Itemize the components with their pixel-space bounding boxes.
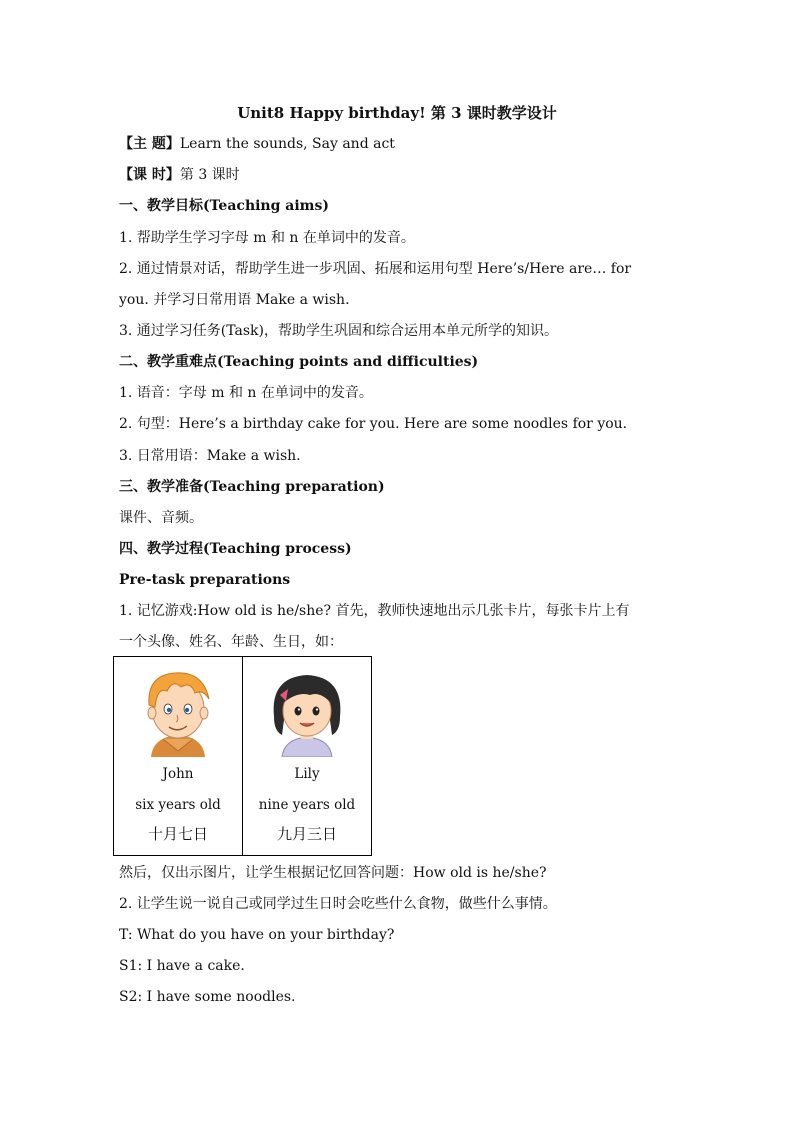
topic-label: 【主 题】 xyxy=(119,136,180,152)
aims-item-2-cont: you. 并学习日常用语 Make a wish. xyxy=(119,292,350,308)
card-age: six years old xyxy=(135,797,221,813)
card-name: Lily xyxy=(294,766,320,782)
card-birthday: 九月三日 xyxy=(276,825,337,843)
period-line xyxy=(119,165,240,185)
aims-heading: 一、教学目标(Teaching aims) xyxy=(119,198,329,214)
period-value: 第 3 课时 xyxy=(179,167,240,183)
points-item-1: 1. 语音：字母 m 和 n 在单词中的发音。 xyxy=(119,385,373,401)
process-heading: 四、教学过程(Teaching process) xyxy=(119,541,352,557)
points-heading: 二、教学重难点(Teaching points and difficulties) xyxy=(119,354,479,370)
dialogue-line-1: T: What do you have on your birthday? xyxy=(119,927,395,943)
page-title: Unit8 Happy birthday! 第 3 课时教学设计 xyxy=(237,104,557,122)
points-item-2: 2. 句型：Here’s a birthday cake for you. Here are some noodles for you. xyxy=(119,416,628,432)
card-john xyxy=(114,657,243,856)
process-item-2: 2. 让学生说一说自己或同学过生日时会吃些什么食物，做些什么事情。 xyxy=(119,896,557,912)
points-item-3: 3. 日常用语：Make a wish. xyxy=(119,448,301,464)
process-item-1-cont: 一个头像、姓名、年龄、生日，如： xyxy=(119,634,343,650)
card-name: John xyxy=(162,766,194,782)
preparation-text: 课件、音频。 xyxy=(119,510,203,526)
topic-value: Learn the sounds, Say and act xyxy=(179,136,395,152)
dialogue-line-3: S2: I have some noodles. xyxy=(119,989,296,1005)
student-cards-table xyxy=(113,656,372,856)
preparation-heading: 三、教学准备(Teaching preparation) xyxy=(119,479,385,495)
topic-line xyxy=(119,134,395,154)
process-item-1: 1. 记忆游戏:How old is he/she? 首先，教师快速地出示几张卡片，每张卡片上有 xyxy=(119,603,630,619)
after-cards-text: 然后，仅出示图片，让学生根据记忆回答问题：How old is he/she? xyxy=(119,865,547,881)
process-subheading: Pre-task preparations xyxy=(119,572,291,588)
aims-item-3: 3. 通过学习任务(Task)，帮助学生巩固和综合运用本单元所学的知识。 xyxy=(119,323,558,339)
card-birthday: 十月七日 xyxy=(147,825,208,843)
aims-item-1: 1. 帮助学生学习字母 m 和 n 在单词中的发音。 xyxy=(119,230,415,246)
aims-item-2: 2. 通过情景对话，帮助学生进一步巩固、拓展和运用句型 Here’s/Here are… for xyxy=(119,261,632,277)
period-label: 【课 时】 xyxy=(119,167,180,183)
card-lily xyxy=(243,657,372,856)
dialogue-line-2: S1: I have a cake. xyxy=(119,958,245,974)
card-age: nine years old xyxy=(258,797,356,813)
girl-avatar-icon xyxy=(262,665,352,757)
boy-avatar-icon xyxy=(133,665,223,757)
